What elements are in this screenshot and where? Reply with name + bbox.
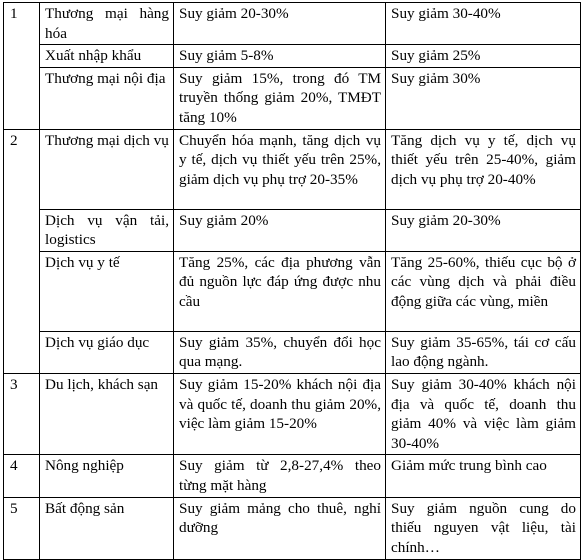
row-number: 3: [4, 373, 40, 454]
table-row: [4, 3, 581, 45]
scenario-b-cell: Suy giảm 25%: [386, 45, 581, 68]
sector-cell: Dịch vụ giáo dục: [40, 331, 174, 373]
row-number: 4: [4, 455, 40, 497]
table-row: [4, 331, 581, 373]
scenario-b-cell: Suy giảm 35-65%, tái cơ cấu lao động ngành.: [386, 331, 581, 373]
scenario-a-cell: Suy giảm 20%: [174, 209, 386, 251]
sector-cell: Dịch vụ y tế: [40, 251, 174, 331]
scenario-a-cell: Suy giảm 5-8%: [174, 45, 386, 68]
table-row: [4, 373, 581, 454]
scenario-a-cell: Suy giảm 35%, chuyển đổi học qua mạng.: [174, 331, 386, 373]
scenario-a-cell: Tăng 25%, các địa phương vẫn đủ nguồn lực đáp ứng được nhu cầu: [174, 251, 386, 331]
scenario-a-cell: Suy giảm mảng cho thuê, nghỉ dưỡng: [174, 497, 386, 559]
table-row: [4, 67, 581, 129]
impact-table: [3, 2, 581, 560]
sector-cell: Nông nghiệp: [40, 455, 174, 497]
sector-cell: Bất động sản: [40, 497, 174, 559]
table-row: [4, 251, 581, 331]
scenario-b-cell: Suy giảm 30-40%: [386, 3, 581, 45]
row-number: 2: [4, 129, 40, 373]
scenario-b-cell: Tăng 25-60%, thiếu cục bộ ở các vùng dịch và phải điều động giữa các vùng, miền: [386, 251, 581, 331]
sector-cell: Xuất nhập khẩu: [40, 45, 174, 68]
scenario-a-cell: Suy giảm từ 2,8-27,4% theo từng mặt hàng: [174, 455, 386, 497]
scenario-a-cell: Suy giảm 15-20% khách nội địa và quốc tế, doanh thu giảm 20%, việc làm giảm 15-20%: [174, 373, 386, 454]
table-row: [4, 455, 581, 497]
scenario-a-cell: Suy giảm 15%, trong đó TM truyền thống giảm 20%, TMĐT tăng 10%: [174, 67, 386, 129]
scenario-a-cell: Suy giảm 20-30%: [174, 3, 386, 45]
sector-cell: Thương mại dịch vụ: [40, 129, 174, 209]
scenario-b-cell: Suy giảm 30-40% khách nội địa và quốc tế, doanh thu giảm 40% và việc làm giảm 30-40%: [386, 373, 581, 454]
scenario-b-cell: Suy giảm nguồn cung do thiếu nguyen vật liệu, tài chính…: [386, 497, 581, 559]
sector-cell: Du lịch, khách sạn: [40, 373, 174, 454]
sector-cell: Dịch vụ vận tải, logistics: [40, 209, 174, 251]
scenario-b-cell: Giảm mức trung bình cao: [386, 455, 581, 497]
sector-cell: Thương mại nội địa: [40, 67, 174, 129]
scenario-b-cell: Suy giảm 30%: [386, 67, 581, 129]
table-row: [4, 45, 581, 68]
sector-cell: Thương mại hàng hóa: [40, 3, 174, 45]
table-row: [4, 129, 581, 209]
row-number: 5: [4, 497, 40, 559]
scenario-b-cell: Tăng dịch vụ y tế, dịch vụ thiết yếu trên 25-40%, giảm dịch vụ phụ trợ 20-40%: [386, 129, 581, 209]
row-number: 1: [4, 3, 40, 130]
table-row: [4, 209, 581, 251]
scenario-a-cell: Chuyển hóa mạnh, tăng dịch vụ y tế, dịch vụ thiết yếu trên 25%, giảm dịch vụ phụ trợ 20-35%: [174, 129, 386, 209]
table-row: [4, 497, 581, 559]
scenario-b-cell: Suy giảm 20-30%: [386, 209, 581, 251]
